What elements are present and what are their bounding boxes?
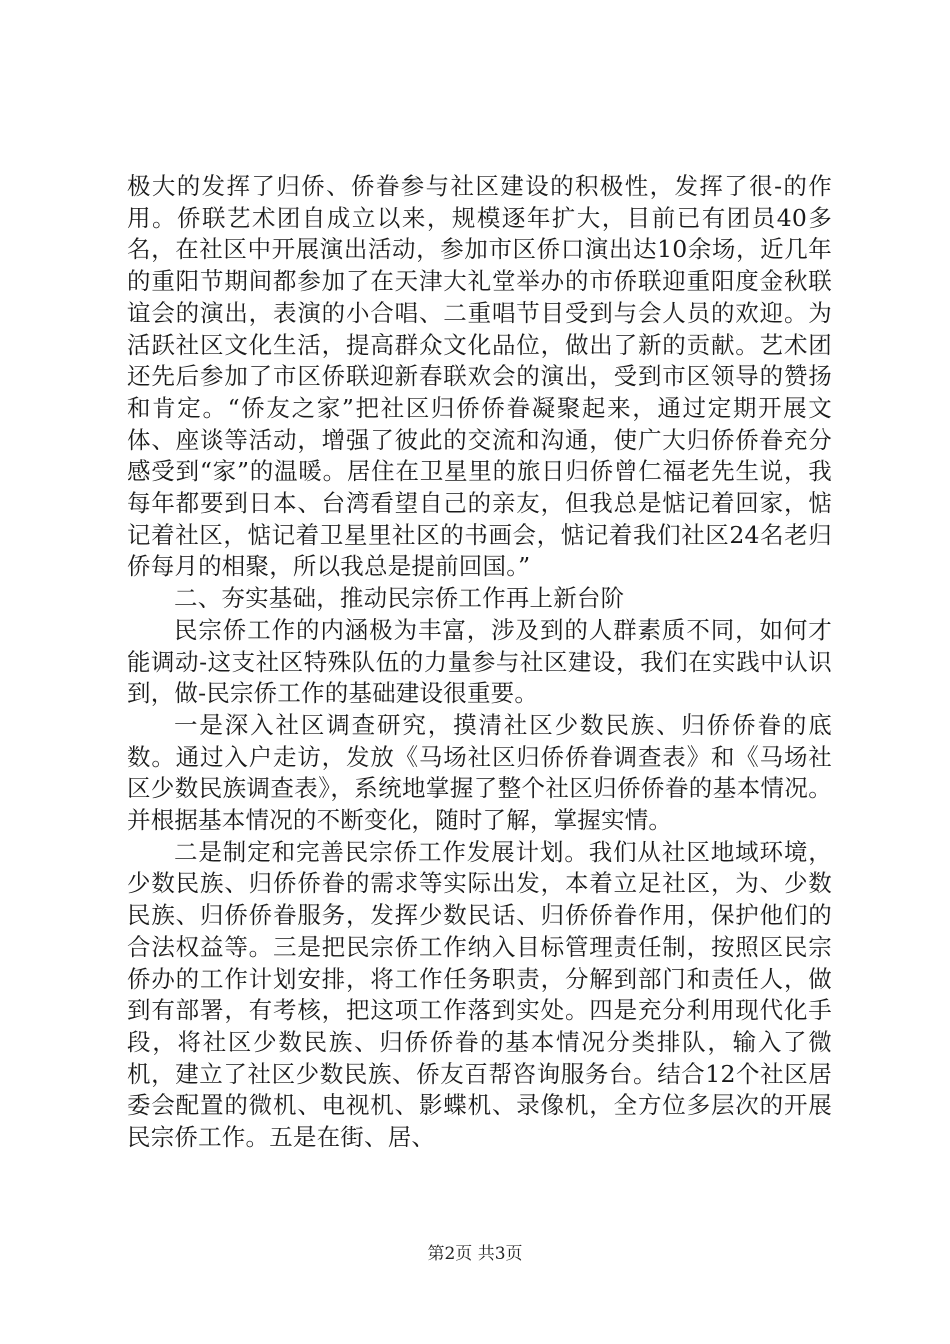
paragraph: 一是深入社区调查研究，摸清社区少数民族、归侨侨眷的底数。通过入户走访，发放《马场社区归侨侨眷调查表》和《马场社区少数民族调查表》，系统地掌握了整个社区归侨侨眷的基本情况。并根据基本情况的不断变化，随时了解，掌握实情。: [127, 710, 832, 835]
paragraph-continued: 极大的发挥了归侨、侨眷参与社区建设的积极性，发挥了很-的作用。侨联艺术团自成立以来，规模逐年扩大，目前已有团员40多名，在社区中开展演出活动，参加市区侨口演出达10余场，近几年的重阳节期间都参加了在天津大礼堂举办的市侨联迎重阳度金秋联谊会的演出，表演的小合唱、二重唱节目受到与会人员的欢迎。为活跃社区文化生活，提高群众文化品位，做出了新的贡献。艺术团还先后参加了市区侨联迎新春联欢会的演出，受到市区领导的赞扬和肯定。“侨友之家”把社区归侨侨眷凝聚起来，通过定期开展文体、座谈等活动，增强了彼此的交流和沟通，使广大归侨侨眷充分感受到“家”的温暖。居住在卫星里的旅日归侨曾仁福老先生说，我每年都要到日本、台湾看望自己的亲友，但我总是惦记着回家，惦记着社区，惦记着卫星里社区的书画会，惦记着我们社区24名老归侨每月的相聚，所以我总是提前回国。”: [127, 172, 832, 581]
document-body: [127, 171, 832, 1154]
section-heading: 二、夯实基础，推动民宗侨工作再上新台阶: [174, 584, 625, 613]
paragraph: 民宗侨工作的内涵极为丰富，涉及到的人群素质不同，如何才能调动-这支社区特殊队伍的力量参与社区建设，我们在实践中认识到，做-民宗侨工作的基础建设很重要。: [127, 615, 832, 708]
page-number: 第2页 共3页: [427, 1244, 523, 1264]
paragraph: 二是制定和完善民宗侨工作发展计划。我们从社区地域环境，少数民族、归侨侨眷的需求等实际出发，本着立足社区，为、少数民族、归侨侨眷服务，发挥少数民话、归侨侨眷作用，保护他们的合法权益等。三是把民宗侨工作纳入目标管理责任制，按照区民宗侨办的工作计划安排，将工作任务职责，分解到部门和责任人，做到有部署，有考核，把这项工作落到实处。四是充分利用现代化手段，将社区少数民族、归侨侨眷的基本情况分类排队，输入了微机，建立了社区少数民族、侨友百帮咨询服务台。结合12个社区居委会配置的微机、电视机、影蝶机、录像机，全方位多层次的开展民宗侨工作。五是在街、居、: [127, 837, 832, 1152]
